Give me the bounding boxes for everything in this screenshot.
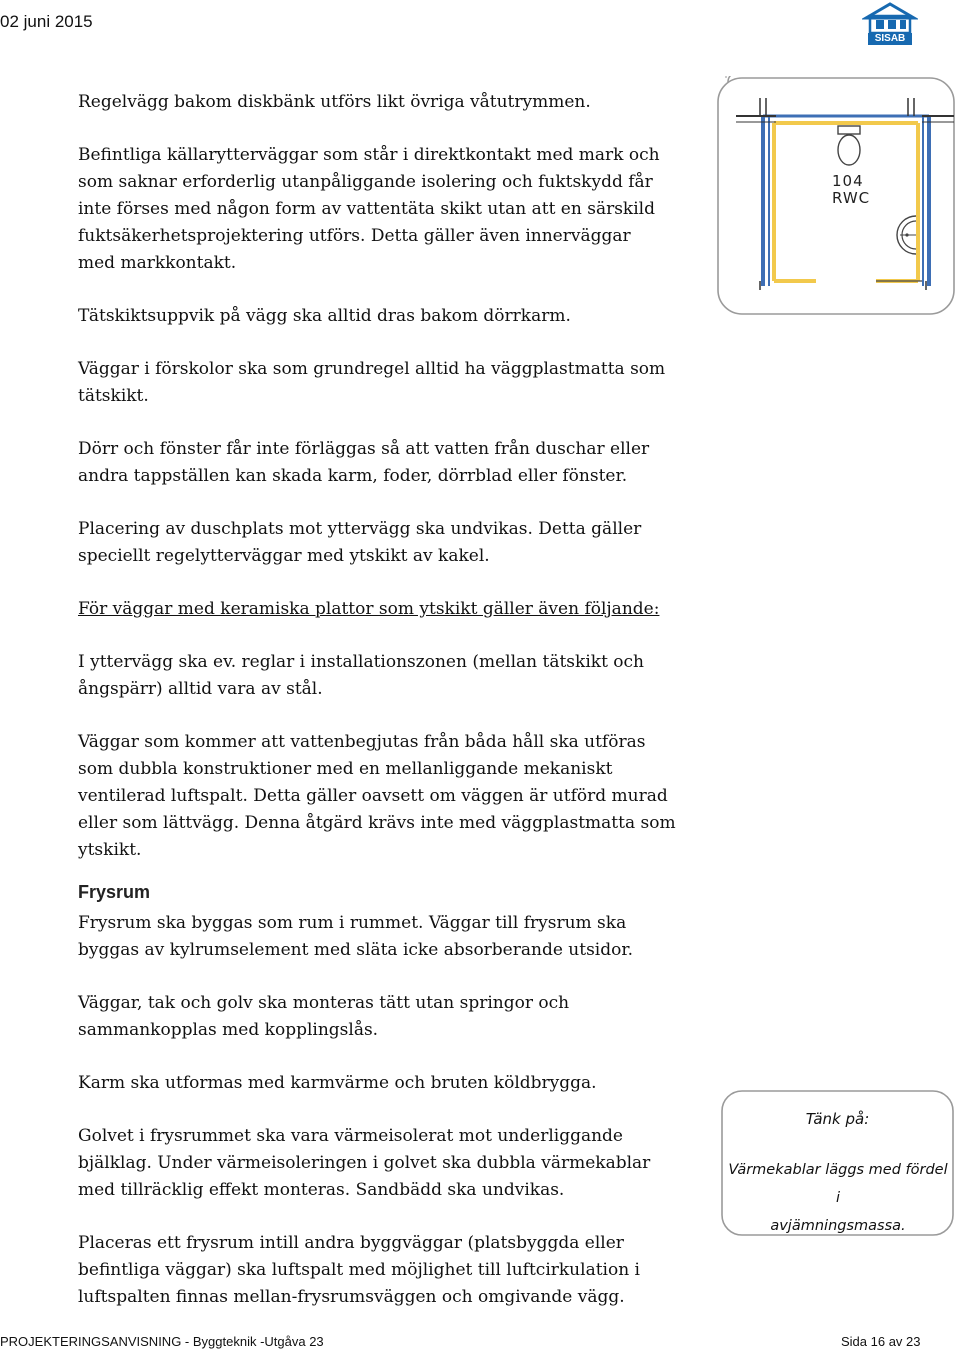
text-line: Golvet i frysrummet ska vara värmeisolerat mot underliggande bbox=[78, 1126, 623, 1146]
text-line: bjälklag. Under värmeisoleringen i golvet ska dubbla värmekablar bbox=[78, 1153, 651, 1173]
paragraph bbox=[78, 1230, 650, 1311]
text-line: ångspärr) alltid vara av stål. bbox=[78, 679, 323, 699]
text-line: luftspalten finnas mellan-frysrumsväggen och omgivande vägg. bbox=[78, 1287, 625, 1307]
underlined-subheading: För väggar med keramiska plattor som ytskikt gäller även följande: bbox=[78, 599, 660, 619]
text-line: Väggar, tak och golv ska monteras tätt utan springor och bbox=[78, 993, 570, 1013]
text-line: andra tappställen kan skada karm, foder, dörrblad eller fönster. bbox=[78, 466, 628, 486]
text-line: tätskikt. bbox=[78, 386, 149, 406]
text-line: med tillräcklig effekt monteras. Sandbädd ska undvikas. bbox=[78, 1180, 565, 1200]
text-line: sammankopplas med kopplingslås. bbox=[78, 1020, 379, 1040]
header-date: 02 juni 2015 bbox=[0, 12, 93, 31]
paragraph bbox=[78, 649, 676, 703]
text-line: Befintliga källarytterväggar som står i direktkontakt med mark och bbox=[78, 145, 660, 165]
text-line: I yttervägg ska ev. reglar i installationszonen (mellan tätskikt och bbox=[78, 652, 645, 672]
text-line: ytskikt. bbox=[78, 840, 142, 860]
note-line: Värmekablar läggs med fördel i bbox=[728, 1162, 948, 1206]
floorplan-drawing bbox=[716, 76, 956, 316]
text-line: Väggar som kommer att vattenbegjutas från båda håll ska utföras bbox=[78, 732, 646, 752]
footer-document-title: PROJEKTERINGSANVISNING - Byggteknik -Utgåva 23 bbox=[0, 1334, 324, 1349]
text-line: Regelvägg bakom diskbänk utförs likt övriga våtutrymmen. bbox=[78, 92, 591, 112]
paragraph bbox=[78, 1070, 650, 1097]
text-line: som saknar erforderlig utanpåliggande isolering och fuktskydd får bbox=[78, 172, 653, 192]
text-line: inte förses med någon form av vattentäta skikt utan att en särskild bbox=[78, 199, 655, 219]
note-box bbox=[721, 1090, 954, 1236]
room-code: RWC bbox=[832, 189, 871, 207]
text-line: Väggar i förskolor ska som grundregel alltid ha väggplastmatta som bbox=[78, 359, 666, 379]
logo-text: SISAB bbox=[868, 33, 912, 45]
text-line: fuktsäkerhetsprojektering utförs. Detta gäller även innerväggar bbox=[78, 226, 631, 246]
text-line: speciellt regelytterväggar med ytskikt av kakel. bbox=[78, 546, 490, 566]
paragraph bbox=[78, 596, 676, 623]
note-title: Tänk på: bbox=[805, 1110, 870, 1128]
text-line: byggas av kylrumselement med släta icke absorberande utsidor. bbox=[78, 940, 634, 960]
text-line: Placeras ett frysrum intill andra byggväggar (platsbyggda eller bbox=[78, 1233, 624, 1253]
body-bottom bbox=[78, 910, 650, 1311]
text-line: Placering av duschplats mot yttervägg ska undvikas. Detta gäller bbox=[78, 519, 642, 539]
text-line: befintliga väggar) ska luftspalt med möjlighet till luftcirkulation i bbox=[78, 1260, 640, 1280]
sisab-logo bbox=[862, 2, 918, 46]
paragraph bbox=[78, 729, 676, 864]
paragraph bbox=[78, 990, 650, 1044]
body-top bbox=[78, 89, 676, 864]
note-line: avjämningsmassa. bbox=[770, 1218, 906, 1234]
paragraph bbox=[78, 1123, 650, 1204]
paragraph bbox=[78, 142, 676, 277]
footer-page-number: Sida 16 av 23 bbox=[841, 1334, 921, 1349]
text-line: Karm ska utformas med karmvärme och bruten köldbrygga. bbox=[78, 1073, 597, 1093]
text-line: med markkontakt. bbox=[78, 253, 237, 273]
paragraph bbox=[78, 356, 676, 410]
text-line: Tätskiktsuppvik på vägg ska alltid dras bakom dörrkarm. bbox=[78, 306, 571, 326]
text-line: Frysrum ska byggas som rum i rummet. Väggar till frysrum ska bbox=[78, 913, 627, 933]
note-body bbox=[725, 1156, 951, 1240]
text-line: Dörr och fönster får inte förläggas så att vatten från duschar eller bbox=[78, 439, 650, 459]
text-line: ventilerad luftspalt. Detta gäller oavsett om väggen är utförd murad bbox=[78, 786, 668, 806]
paragraph bbox=[78, 303, 676, 330]
paragraph bbox=[78, 910, 650, 964]
text-line: som dubbla konstruktioner med en mellanliggande mekaniskt bbox=[78, 759, 613, 779]
text-line: eller som lättvägg. Denna åtgärd krävs inte med väggplastmatta som bbox=[78, 813, 676, 833]
paragraph bbox=[78, 89, 676, 116]
section-heading: Frysrum bbox=[78, 882, 151, 902]
room-number: 104 bbox=[832, 172, 864, 190]
paragraph bbox=[78, 436, 676, 490]
paragraph bbox=[78, 516, 676, 570]
